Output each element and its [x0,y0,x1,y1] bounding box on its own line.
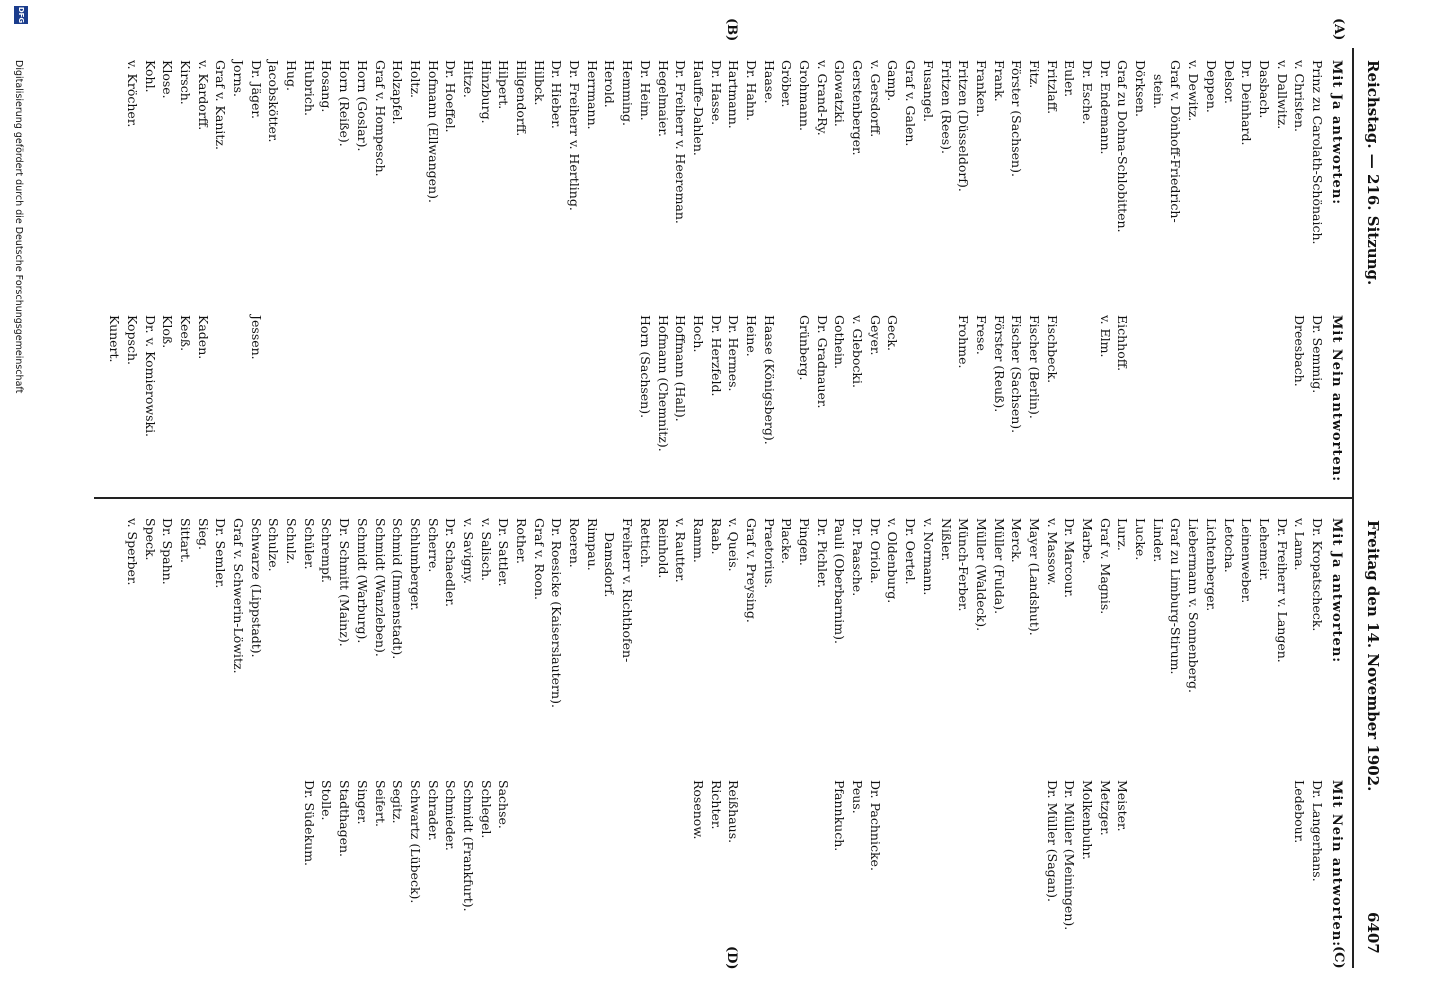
member-name: v. Salisch. [478,518,494,581]
member-name: Schlegel. [478,780,494,839]
member-name: stein. [1150,74,1166,109]
member-name: Rimpau. [584,518,600,571]
member-name: Kunert. [107,315,123,363]
member-name [937,315,955,452]
member-name: Dr. Jäger. [248,60,264,120]
right-ja-list [123,518,1326,708]
member-name: Rosenow. [690,780,706,840]
member-name: Graf v. Schwerin-Löwitz. [231,518,247,674]
member-name [601,315,619,452]
member-name [1202,780,1220,930]
member-name: Damsdorf. [602,532,618,598]
member-name [1167,315,1185,452]
member-name: Kopsch. [124,315,140,365]
member-name: Haase (Königsberg). [761,315,777,445]
member-name: Heine. [744,315,759,357]
member-name: Merck. [1009,518,1025,563]
member-name: v. Normann. [920,518,936,596]
member-name [1238,780,1256,930]
member-name: Dr. Gradnauer. [814,315,830,409]
member-name: Hartmann. [726,60,742,129]
member-name: Hilgendorff. [514,60,530,137]
member-name: Horn (Sachsen). [637,315,653,419]
member-name: Fischer (Berlin). [1027,315,1042,419]
footer-note: Digitalisierung gefördert durch die Deutsche Forschungsgemeinschaft [13,60,24,394]
member-name: Freiherr v. Richthofen- [620,518,636,663]
margin-marker-d: (D) [724,946,739,970]
member-name [495,315,513,452]
member-name: Pingen. [797,518,813,566]
member-name: Dr. Müller (Sagan). [1044,780,1060,903]
member-name [442,315,460,452]
member-name [548,315,566,452]
member-name: Fitz. [1027,60,1042,89]
right-nein-list [300,780,1326,930]
member-name: Hubrich. [301,60,317,116]
member-name: Grünberg. [797,315,813,381]
member-name: Dr. Spahn. [160,518,176,585]
member-name: v. Savigny. [461,518,476,585]
member-name: Placke. [779,518,795,564]
member-name: Schwartz (Lübeck). [407,780,423,904]
member-name [1255,315,1273,452]
member-name: Stadthagen. [337,780,353,857]
member-name: Stolle. [319,780,335,821]
member-name: Dr. Hoeffel. [443,60,459,133]
member-name: Müller (Waldeck). [973,518,989,632]
member-name [548,780,566,930]
right-nein-heading: Mit Nein antworten: [1329,780,1344,948]
member-name [565,315,583,452]
member-name: Geck. [885,315,901,351]
member-name: Roeren. [567,518,583,568]
member-name [919,315,937,452]
member-name: Graf v. Kanitz. [213,60,229,150]
member-name [1255,780,1273,930]
member-name [778,780,796,930]
member-name: Rother. [514,518,530,564]
margin-marker-a: (A) [1331,18,1346,41]
member-name: Dr. Sattler. [496,518,512,587]
member-name: Reißhaus. [726,780,742,844]
member-name: Horn (Goslar). [354,60,370,152]
member-name: Herold. [602,60,618,108]
member-name: Pfannkuch. [832,780,848,852]
member-name [1008,780,1026,930]
member-name: Dr. Paasche. [850,518,866,597]
member-name: Gothein. [832,315,848,370]
member-name [318,315,336,452]
member-name [619,315,637,452]
member-name [300,315,318,452]
member-name: Graf v. Preysing. [744,518,759,623]
member-name: Schlumberger. [407,518,423,611]
member-name: Dr. v. Komierowski. [142,315,158,438]
member-name: Frohme. [956,315,972,369]
member-name: Schmidt (Wanzleben). [372,518,388,657]
member-name: Hoffmann (Hall). [673,315,689,422]
member-name [1220,780,1238,930]
member-name: Deppen. [1203,60,1219,113]
member-name: Dr. Semmig. [1310,315,1325,394]
member-name: Fischbeck. [1044,315,1060,384]
member-name: Müller (Fulda). [991,518,1007,615]
member-name: Raab. [708,518,724,555]
member-name [459,315,477,452]
member-name: Dr. Freiherr v. Langen. [1274,518,1290,663]
member-name [1273,780,1291,930]
member-name [990,780,1008,930]
member-name [972,780,990,930]
member-name [636,780,654,930]
member-name: Klose. [160,60,176,99]
member-name: Fritzlaff. [1044,60,1060,115]
member-name: Dr. Endemann. [1097,60,1113,155]
member-name: Lurz. [1115,518,1131,551]
member-name: Hilbck. [531,60,547,106]
member-name: Scherre. [425,518,441,573]
member-name: Schmieder. [443,780,459,851]
member-name: Schmid (Immenstadt). [390,518,406,660]
member-name: Graf v. Galen. [903,60,919,147]
member-name: Frese. [973,315,989,355]
member-name: Graf v. Dönhoff-Friedrich- [1168,60,1184,223]
member-name: Fischer (Sachsen). [1009,315,1025,434]
member-name: Dr. Roesicke (Kaiserslautern). [549,518,565,708]
member-name [583,780,601,930]
member-name [424,315,442,452]
member-name: Geyer. [867,315,883,356]
member-name [1220,315,1238,452]
member-name: Fritzen (Rees). [938,60,954,155]
member-name: Segitz. [390,780,406,824]
member-name: Lucke. [1133,518,1149,561]
member-name: Graf zu Dohna-Schlobitten. [1115,60,1131,233]
member-name: Hofmann (Chemnitz). [655,315,671,452]
member-name [1167,780,1185,930]
member-name: Schulze. [266,518,282,572]
member-name: Dörksen. [1133,60,1149,117]
member-name [229,315,247,452]
member-name: Schwarze (Lippstadt). [248,518,264,658]
member-name: Lichtenberger. [1203,518,1219,612]
member-name [530,315,548,452]
member-name: Graf v. Roon. [531,518,547,601]
member-name: Dr. Hasse. [708,60,724,126]
margin-marker-c: (C) [1331,946,1346,969]
member-name: Gerstenberger. [850,60,866,156]
member-name: v. Lama. [1292,518,1308,571]
member-name [601,780,619,930]
member-name [353,315,371,452]
member-name: Schrempf. [319,518,335,583]
header-rule [1352,48,1354,968]
member-name: v. Massow. [1044,518,1060,586]
left-nein-heading: Mit Nein antworten: [1329,315,1344,483]
member-name: Hoch. [690,315,706,353]
member-name [389,315,407,452]
member-name [937,780,955,930]
member-name [583,315,601,452]
member-name: Richter. [708,780,724,830]
member-name: Dr. Pachnicke. [867,780,883,871]
member-name: Dr. Schmitt (Mainz). [337,518,353,647]
member-name: Frank. [991,60,1007,102]
member-name: Pauli (Oberbarnim). [832,518,848,645]
member-name: Metzger. [1097,780,1113,836]
member-name: Dr. Semler. [213,518,229,589]
member-name [654,780,672,930]
member-name: Dr. Freiherr v. Hertling. [567,60,583,211]
member-name: Dr. Oertel. [903,518,919,585]
left-nein-list [106,315,1326,452]
member-name: Hauffe-Dahlen. [690,60,706,156]
member-name [512,315,530,452]
member-name [477,315,495,452]
member-name [778,315,796,452]
member-name: Eichhoff. [1115,315,1131,372]
member-name: v. Christen. [1292,60,1308,132]
member-name: Hitze. [461,60,476,98]
member-name: Schrader. [425,780,441,842]
member-name: Dr. Esche. [1080,60,1096,125]
member-name: v. Queis. [726,518,742,572]
member-name: Linder. [1150,518,1166,563]
member-name: Dr. Schaedler. [443,518,459,608]
member-name [1131,780,1149,930]
member-name: Mayer (Landshut). [1027,518,1042,636]
member-name: Lehemeir. [1256,518,1272,581]
member-name: Delsor. [1221,60,1237,104]
member-name: Peus. [850,780,866,814]
member-name [512,780,530,930]
member-name [672,780,690,930]
member-name: Kloß. [160,315,176,349]
member-name [1131,315,1149,452]
member-name [1078,315,1096,452]
member-name: Hinzburg. [478,60,494,124]
member-name: Reinhold. [655,518,671,579]
member-name: v. Sperber. [124,518,140,586]
member-name: Hemming. [620,60,636,127]
member-name: Prinz zu Carolath-Schönaich. [1310,60,1325,245]
member-name: Dr. Freiherr v. Heereman. [673,60,689,224]
member-name: v. Rautter. [673,518,689,583]
member-name: Kohl. [142,60,158,93]
member-name [1238,315,1256,452]
member-name: Grohmann. [797,60,813,131]
member-name [1185,315,1203,452]
member-name [282,315,300,452]
member-name: Glowatzki. [832,60,848,127]
member-name: Liebermann v. Sonnenberg. [1186,518,1202,693]
member-name: Praetorius. [761,518,777,589]
member-name: Dr. Hahn. [744,60,759,121]
member-name: Nißler. [938,518,954,562]
member-name: Dr. Deinhard. [1239,60,1255,146]
member-name [1273,315,1291,452]
member-name [406,315,424,452]
member-name: Singer. [354,780,370,825]
member-name: v. Dewitz. [1186,60,1202,122]
member-name: Keeß. [178,315,193,352]
member-name: Seifert. [372,780,388,827]
member-name: Franken. [973,60,989,118]
member-name [1061,315,1079,452]
member-name: Speck. [142,518,158,561]
member-name: Marbe. [1080,518,1096,564]
member-name: Letocha. [1221,518,1237,573]
member-name: Schmidt (Frankfurt). [461,780,476,912]
member-name [813,780,831,930]
member-name [371,315,389,452]
member-name: v. Oldenburg. [885,518,901,604]
member-name [742,780,760,930]
member-name [795,780,813,930]
member-name: v. Kröcher. [124,60,140,128]
member-name: Dr. Südekum. [301,780,317,867]
column-divider [94,497,1352,499]
member-name: Schulz. [284,518,300,565]
member-name: Kirsch. [178,60,193,105]
member-name: Leinenweber. [1239,518,1255,604]
member-name [1149,315,1167,452]
member-name: Schüler. [301,518,317,570]
member-name: Euler. [1062,60,1078,98]
member-name: v. Grand-Ry. [814,60,830,136]
member-name: Meister. [1115,780,1131,832]
member-name [530,780,548,930]
margin-marker-b: (B) [724,18,739,42]
member-name: Dr. Heim. [637,60,653,121]
member-name [565,780,583,930]
member-name: Dasbach. [1256,60,1272,119]
member-name: v. Gersdorff. [867,60,883,138]
left-ja-list [123,60,1326,245]
member-name: Horn (Reiße). [337,60,353,147]
member-name: Hilpert. [496,60,512,110]
member-name: Jacobskötter. [266,60,282,143]
member-name: Gröber. [779,60,795,108]
member-name: Fusangel. [920,60,936,123]
member-name: Dreesbach. [1292,315,1308,387]
member-name: Dr. Herzfeld. [708,315,724,397]
member-name [1185,780,1203,930]
member-name: Holtz. [407,60,423,99]
member-name: Ledebour. [1292,780,1308,844]
member-name: Ramm. [690,518,706,563]
member-name: Graf zu Limburg-Stirum. [1168,518,1184,675]
member-name [902,315,920,452]
member-name [884,780,902,930]
member-name [902,780,920,930]
member-name: Molkenbuhr. [1080,780,1096,861]
member-name: Fritzen (Düsseldorf). [956,60,972,192]
dfg-logo: DFG [14,6,28,24]
member-name: v. Elm. [1097,315,1113,358]
header-left: Reichstag. — 216. Sitzung. [1364,60,1382,286]
page-number: 6407 [1364,912,1382,954]
member-name: Hofmann (Ellwangen). [425,60,441,203]
member-name: v. Dallwitz. [1274,60,1290,130]
member-name: Dr. Hieber. [549,60,565,129]
member-name: Hegelmaier. [655,60,671,137]
right-ja-heading: Mit Ja antworten: [1329,518,1344,664]
member-name: Graf v. Magnis. [1097,518,1113,615]
member-name: Sieg. [195,518,211,550]
member-name [265,315,283,452]
member-name [619,780,637,930]
member-name: Schmidt (Warburg). [354,518,370,644]
member-name: Dr. Hermes. [726,315,742,392]
member-name: Jessen. [248,315,264,360]
member-name [919,780,937,930]
left-ja-heading: Mit Ja antworten: [1329,60,1344,206]
member-name: Jorns. [231,60,247,97]
member-name: Hosang. [319,60,335,113]
member-name: Förster (Sachsen). [1009,60,1025,177]
member-name: Kaden. [195,315,211,360]
member-name: Dr. Müller (Meiningen). [1062,780,1078,931]
member-name: Holzapfel. [390,60,406,125]
member-name [1149,780,1167,930]
header-right: Freitag den 14. November 1902. [1364,520,1382,792]
member-name [760,780,778,930]
member-name: Graf v. Hompesch. [372,60,388,177]
member-name: Münch-Ferber. [956,518,972,612]
member-name [955,780,973,930]
member-name: Sachse. [496,780,512,829]
member-name: Herrmann. [584,60,600,130]
member-name [1025,780,1043,930]
member-name: Dr. Pichler. [814,518,830,589]
member-name [212,315,230,452]
member-name: v. Glebocki. [850,315,866,388]
member-name: Rettich. [637,518,653,568]
member-name: Sittart. [178,518,193,564]
member-name: Haase. [761,60,777,104]
member-name: Förster (Reuß). [991,315,1007,413]
member-name: Dr. Oriola. [867,518,883,584]
member-name [336,315,354,452]
member-name: Hug. [284,60,300,91]
member-name: Gamp. [885,60,901,102]
member-name: Dr. Kropatscheck. [1310,518,1325,632]
member-name: Dr. Marcour. [1062,518,1078,598]
member-name: Dr. Langerhans. [1310,780,1325,882]
member-name [1202,315,1220,452]
member-name: v. Kardorff. [195,60,211,131]
